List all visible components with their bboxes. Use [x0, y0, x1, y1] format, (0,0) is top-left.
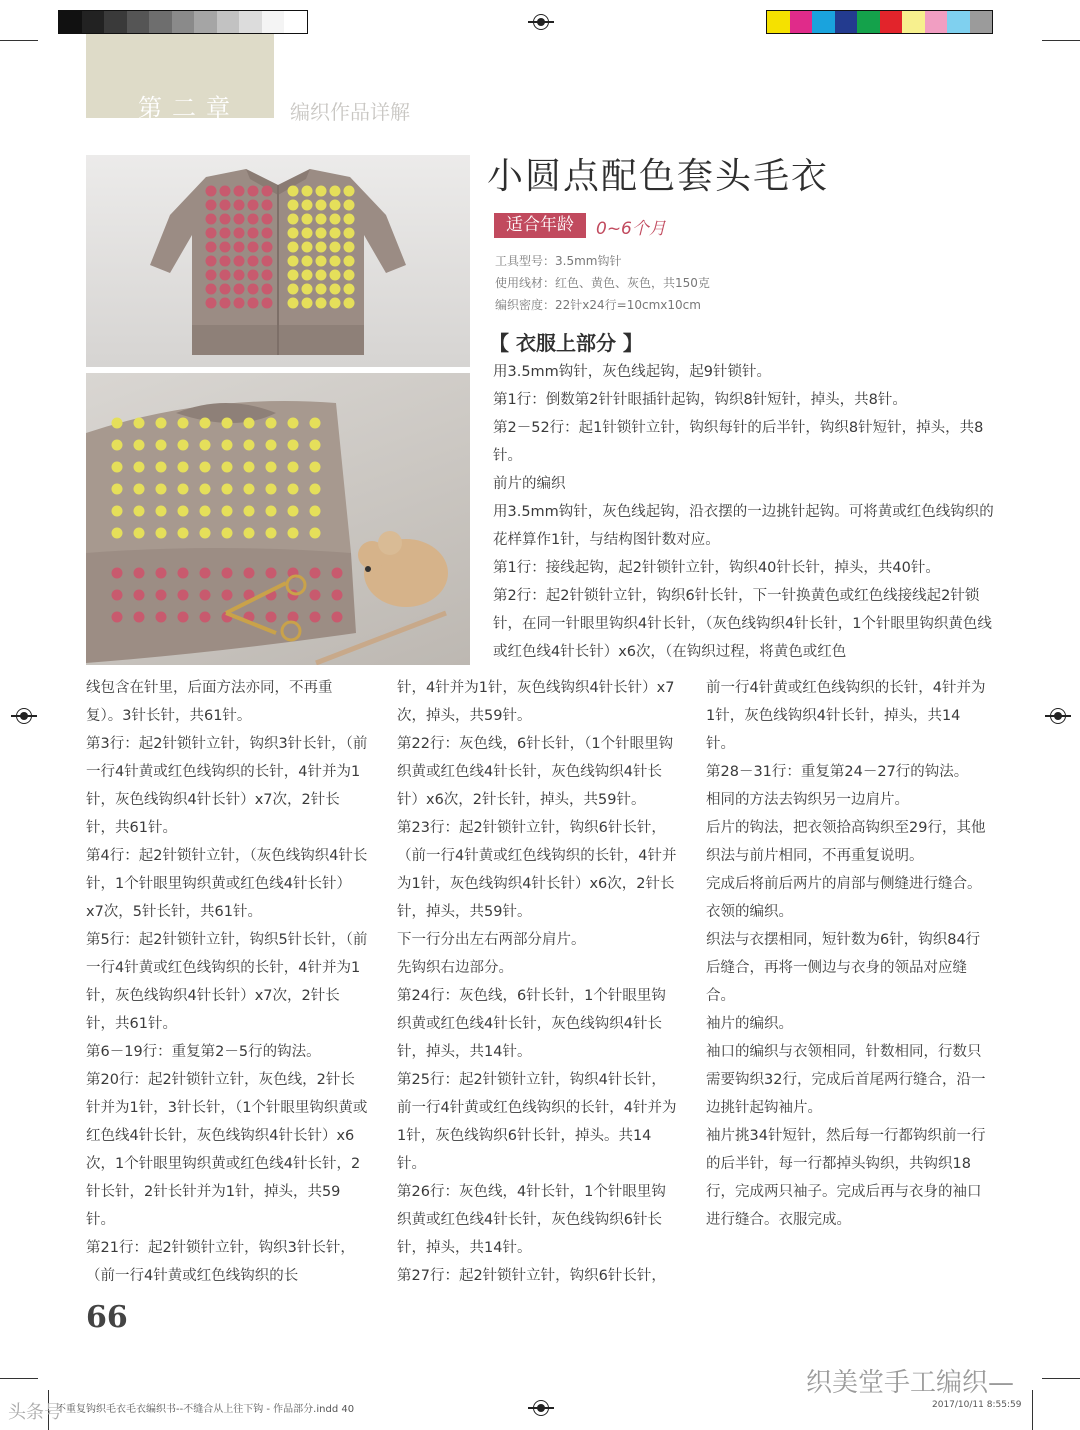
- instructions-column-3: [706, 674, 988, 1234]
- spec-yarn: 使用线材：红色、黄色、灰色，共150克: [495, 276, 710, 290]
- paragraph: 第3行：起2针锁针立针，钩织3针长针，（前一行4针黄或红色线钩织的长针，4针并为1针，灰色线钩织4针长针）x7次，2针长针，共61针。: [86, 736, 368, 836]
- color-swatch: [857, 11, 880, 33]
- paragraph: 针，4针并为1针，灰色线钩织4针长针）x7次，掉头，共59针。: [397, 680, 675, 724]
- gray-swatch: [172, 11, 195, 33]
- watermark-left: 头条号: [8, 1402, 62, 1423]
- footer-timestamp: 2017/10/11 8:55:59: [932, 1400, 1022, 1410]
- paragraph: 织法与衣摆相同，短针数为6针，钩织84行后缝合，再将一侧边与衣身的领品对应缝合。: [706, 932, 981, 1004]
- paragraph: 线包含在针里，后面方法亦同，不再重复）。3针长针，共61针。: [86, 680, 333, 724]
- gray-swatch: [217, 11, 240, 33]
- registration-mark-icon: [1050, 708, 1066, 724]
- paragraph: 完成后将前后两片的肩部与侧缝进行缝合。: [706, 876, 982, 892]
- color-swatch: [767, 11, 790, 33]
- page-number: 66: [86, 1300, 128, 1335]
- paragraph: 第24行：灰色线，6针长针，1个针眼里钩织黄或红色线4针长针，灰色线钩织4针长针，掉头，共14针。: [397, 988, 666, 1060]
- paragraph: 衣领的编织。: [706, 904, 793, 920]
- paragraph: 用3.5mm钩针，灰色线起钩，沿衣摆的一边挑针起钩。可将黄或红色线钩织的花样算作1针，与结构图针数对应。: [493, 504, 994, 548]
- paragraph: 第5行：起2针锁针立针，钩织5针长针，（前一行4针黄或红色线钩织的长针，4针并为1针，灰色线钩织4针长针）x7次，2针长针，共61针。: [86, 932, 368, 1032]
- spec-gauge: 编织密度：22针x24行=10cmx10cm: [495, 298, 701, 312]
- gray-swatch: [284, 11, 307, 33]
- paragraph: 第1行：接线起钩，起2针锁针立针，钩织40针长针，掉头，共40针。: [493, 560, 940, 576]
- gray-swatch: [262, 11, 285, 33]
- folded-sweater-photo: [86, 373, 470, 665]
- spec-tool: 工具型号：3.5mm钩针: [495, 254, 622, 268]
- color-swatch: [902, 11, 925, 33]
- paragraph: 第2－52行：起1针锁针立针，钩织每针的后半针，钩织8针短针，掉头，共8针。: [493, 420, 984, 464]
- paragraph: 第27行：起2针锁针立针，钩织6针长针，: [397, 1268, 666, 1284]
- gray-swatch: [194, 11, 217, 33]
- registration-mark-icon: [16, 708, 32, 724]
- paragraph: 袖片挑34针短针，然后每一行都钩织前一行的后半针，每一行都掉头钩织，共钩织18行，完成两只袖子。完成后再与衣身的袖口进行缝合。衣服完成。: [706, 1128, 986, 1228]
- instructions-column-2: [397, 674, 679, 1290]
- color-swatch: [812, 11, 835, 33]
- paragraph: 第28－31行：重复第24－27行的钩法。: [706, 764, 969, 780]
- paragraph: 第6－19行：重复第2－5行的钩法。: [86, 1044, 321, 1060]
- color-swatch: [790, 11, 813, 33]
- watermark-right: 织美堂手工编织—: [806, 1368, 1015, 1398]
- crop-mark: [1042, 40, 1080, 41]
- color-swatch: [835, 11, 858, 33]
- footer-filename: 不重复钩织毛衣毛衣编织书--不缝合从上往下钩 - 作品部分.indd 40: [56, 1404, 355, 1415]
- gray-swatch: [149, 11, 172, 33]
- crop-mark: [0, 40, 38, 41]
- color-swatch: [925, 11, 948, 33]
- paragraph: 后片的钩法，把衣领拾高钩织至29行，其他织法与前片相同，不再重复说明。: [706, 820, 986, 864]
- gray-swatch: [82, 11, 105, 33]
- paragraph: 下一行分出左右两部分肩片。: [397, 932, 586, 948]
- gray-swatch: [127, 11, 150, 33]
- paragraph: 袖口的编织与衣领相同，针数相同，行数只需要钩织32行，完成后首尾两行缝合，沿一边挑针起钩袖片。: [706, 1044, 986, 1116]
- paragraph: 第22行：灰色线，6针长针，（1个针眼里钩织黄或红色线4针长针，灰色线钩织4针长针）x6次，2针长针，掉头，共59针。: [397, 736, 674, 808]
- crop-mark: [1032, 1390, 1033, 1430]
- crop-mark: [0, 1378, 38, 1379]
- section-heading: 【 衣服上部分 】: [489, 331, 643, 355]
- registration-mark-icon: [533, 1400, 549, 1416]
- paragraph: 相同的方法去钩织另一边肩片。: [706, 792, 909, 808]
- color-swatch: [947, 11, 970, 33]
- color-swatch: [970, 11, 993, 33]
- instructions-column-1: [86, 674, 368, 1290]
- color-swatch: [880, 11, 903, 33]
- gray-swatch: [59, 11, 82, 33]
- chapter-label: 第二章: [138, 94, 240, 122]
- paragraph: 前片的编织: [493, 476, 566, 492]
- age-value: 0~6个月: [596, 219, 666, 239]
- paragraph: 先钩织右边部分。: [397, 960, 513, 976]
- instructions-top: [493, 358, 998, 666]
- age-badge: 适合年龄: [494, 213, 586, 238]
- paragraph: 第20行：起2针锁针立针，灰色线，2针长针并为1针，3针长针，（1个针眼里钩织黄或红色线4针长针，灰色线钩织4针长针）x6次，1个针眼里钩织黄或红色线4针长针，2针长针，2针长针并为1针，掉头，共59针。: [86, 1072, 368, 1228]
- crop-mark: [1042, 1378, 1080, 1379]
- paragraph: 前一行4针黄或红色线钩织的长针，4针并为1针，灰色线钩织4针长针，掉头，共14针。: [706, 680, 986, 752]
- gray-swatch: [239, 11, 262, 33]
- paragraph: 第21行：起2针锁针立针，钩织3针长针，（前一行4针黄或红色线钩织的长: [86, 1240, 355, 1284]
- paragraph: 第26行：灰色线，4针长针，1个针眼里钩织黄或红色线4针长针，灰色线钩织6针长针，掉头，共14针。: [397, 1184, 666, 1256]
- registration-mark-icon: [533, 14, 549, 30]
- sweater-photo: [86, 155, 470, 367]
- grayscale-calibration-bar: [58, 10, 308, 34]
- paragraph: 第23行：起2针锁针立针，钩织6针长针，（前一行4针黄或红色线钩织的长针，4针并为1针，灰色线钩织4针长针）x6次，2针长针，掉头，共59针。: [397, 820, 677, 920]
- pattern-title: 小圆点配色套头毛衣: [487, 156, 830, 197]
- paragraph: 用3.5mm钩针，灰色线起钩，起9针锁针。: [493, 364, 772, 380]
- paragraph: 第4行：起2针锁针立针，（灰色线钩织4针长针，1个针眼里钩织黄或红色线4针长针）x7次，5针长针，共61针。: [86, 848, 368, 920]
- paragraph: 第2行：起2针锁针立针，钩织6针长针，下一针换黄色或红色线接线起2针锁针，在同一针眼里钩织4针长针，（灰色线钩织4针长针，1个针眼里钩织黄色线或红色线4针长针）x6次，（在钩织过程，将黄色或红色: [493, 588, 992, 660]
- paragraph: 袖片的编织。: [706, 1016, 793, 1032]
- gray-swatch: [104, 11, 127, 33]
- paragraph: 第1行：倒数第2针针眼插针起钩，钩织8针短针，掉头，共8针。: [493, 392, 907, 408]
- paragraph: 第25行：起2针锁针立针，钩织4针长针，前一行4针黄或红色线钩织的长针，4针并为1针，灰色线钩织6针长针，掉头。共14针。: [397, 1072, 677, 1172]
- color-calibration-bar: [766, 10, 993, 34]
- chapter-subtitle: 编织作品详解: [290, 100, 410, 124]
